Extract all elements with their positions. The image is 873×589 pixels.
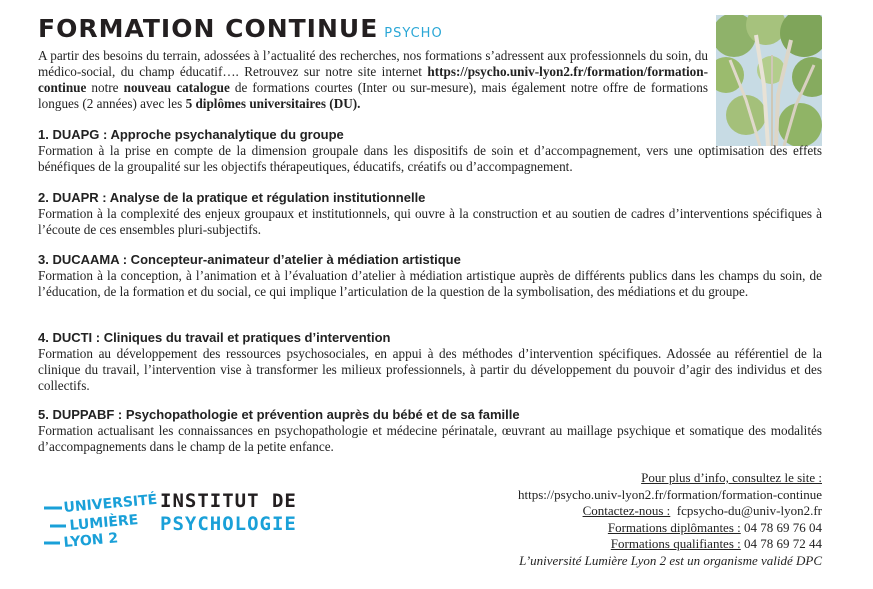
site-link[interactable]: https://psycho.univ-lyon2.fr/formation/formation-continue <box>38 64 708 95</box>
catalogue-highlight: nouveau catalogue <box>123 80 230 95</box>
section-heading: 2. DUAPR : Analyse de la pratique et régulation institutionnelle <box>38 190 426 205</box>
section-duppabf <box>38 407 822 455</box>
section-description: Formation à la prise en compte de la dimension groupale dans les dispositifs de soin et d’accompagnement, vers une optimisation des effets bénéfiques de la groupalité sur les objectifs thérapeutiques, éducatifs, créatifs ou d’accompagnement. <box>38 143 822 174</box>
institut-line-1: INSTITUT DE <box>160 490 297 512</box>
intro-text: notre <box>86 80 124 95</box>
title-main: FORMATION CONTINUE <box>38 14 379 43</box>
institut-line-2: PSYCHOLOGIE <box>160 513 297 535</box>
title-subtitle: PSYCHO <box>384 26 443 41</box>
intro-paragraph <box>38 48 708 112</box>
contact-label: Contactez-nous : <box>582 503 671 518</box>
du-highlight: 5 diplômes universitaires (DU). <box>185 96 361 111</box>
section-ducaama <box>38 252 822 300</box>
section-description: Formation à la conception, à l’animation et à l’évaluation d’atelier à médiation artistique auprès de différents publics dans les champs du soin, de l’éducation, de la formation et du social, ce qui implique l’articulation de la question de la symbolisation, des médiations et du groupe. <box>38 268 822 299</box>
univ-line-1: UNIVERSITÉ <box>62 491 158 516</box>
intro-text: A partir des besoins du terrain, adossées à l’actualité des recherches, nos formations s’adressent aux professionnels du soin, du médico-social, du champ éducatif…. Retrouvez sur notre site internet <box>38 48 708 79</box>
institut-psychologie-logo <box>160 490 297 535</box>
dpc-note: L’université Lumière Lyon 2 est un organisme validé DPC <box>519 552 822 568</box>
diplomantes-label: Formations diplômantes : <box>607 519 741 535</box>
diplomantes-phone: 04 78 69 76 04 <box>744 519 822 535</box>
page-title <box>38 14 443 43</box>
section-duapg <box>38 127 822 175</box>
section-ducti <box>38 330 822 394</box>
universite-lumiere-lyon2-logo <box>44 491 158 551</box>
section-heading: 4. DUCTI : Cliniques du travail et pratiques d’intervention <box>38 330 391 345</box>
info-label: Pour plus d’info, consultez le site : <box>641 470 822 485</box>
section-description: Formation actualisant les connaissances en psychopathologie et médecine périnatale, œuvrant au maillage psychique et somatique des modalités d’accompagnements dans le champ de la petite enfance. <box>38 423 822 454</box>
qualifiantes-phone: 04 78 69 72 44 <box>744 536 822 551</box>
section-duapr <box>38 190 822 238</box>
logos <box>40 488 330 558</box>
section-description: Formation au développement des ressources psychosociales, en appui à des méthodes d’intervention spécifiques. Adossée au référentiel de la clinique du travail, l’intervention vise à transformer les milieux professionnels, à partir du développement du pouvoir d’agir des individus et des collectifs. <box>38 346 822 393</box>
section-heading: 5. DUPPABF : Psychopathologie et prévention auprès du bébé et de sa famille <box>38 407 520 422</box>
section-description: Formation à la complexité des enjeux groupaux et institutionnels, qui ouvre à la construction et au soutien de cadres d’interventions spécifiques à l’écoute de ces ensembles pluri-subjectifs. <box>38 206 822 237</box>
intro-text: de formations courtes (Inter ou sur-mesure), mais également notre offre de formations longues (2 années) avec les <box>38 80 708 111</box>
univ-line-2: LUMIÈRE <box>68 512 139 534</box>
email-link[interactable]: fcpsycho-du@univ-lyon2.fr <box>676 503 822 518</box>
univ-line-3: LYON 2 <box>62 530 119 551</box>
site-url-link[interactable]: https://psycho.univ-lyon2.fr/formation/formation-continue <box>517 486 822 502</box>
qualifiantes-label: Formations qualifiantes : <box>610 536 741 551</box>
section-heading: 1. DUAPG : Approche psychanalytique du groupe <box>38 127 344 142</box>
contact-block <box>402 470 822 569</box>
section-heading: 3. DUCAAMA : Concepteur-animateur d’atelier à médiation artistique <box>38 252 461 267</box>
